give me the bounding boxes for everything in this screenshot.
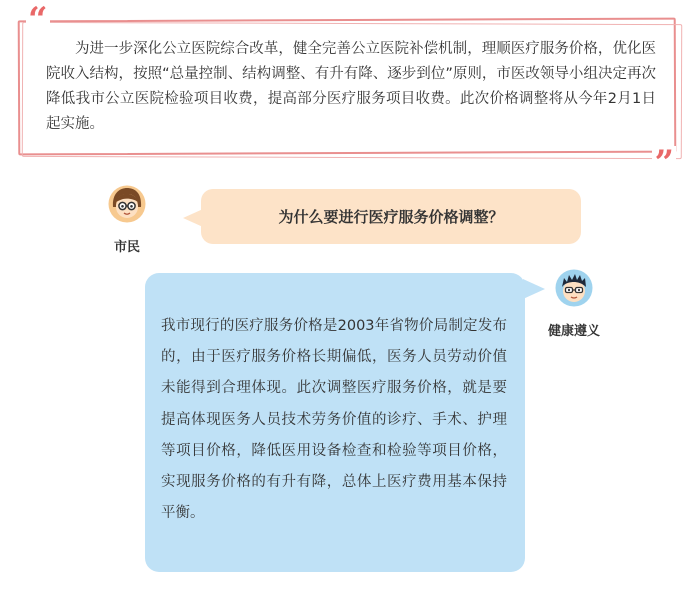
question-text: 为什么要进行医疗服务价格调整？ [278, 208, 504, 226]
question-bubble [201, 189, 581, 244]
citizen-avatar-icon [108, 185, 146, 223]
expert-name: 健康遵义 [548, 324, 601, 339]
open-quote-icon: “ [28, 0, 48, 40]
doctor-avatar-icon [555, 269, 593, 307]
answer-text: 我市现行的医疗服务价格是2003年省物价局制定发布的，由于医疗服务价格长期偏低，医务人员劳动价值未能得到合理体现。此次调整医疗服务价格，就是要提高体现医务人员技术劳务价值的诊疗、手术、护理等项目价格，降低医用设备检查和检验等项目价格，实现服务价格的有升有降，总体上医疗费用基本保持平衡。 [161, 318, 507, 522]
close-quote-icon: ” [654, 143, 674, 183]
intro-box [18, 0, 682, 183]
citizen-name: 市民 [114, 240, 141, 255]
answer-bubble [145, 273, 525, 572]
intro-paragraph: 为进一步深化公立医院综合改革，健全完善公立医院补偿机制，理顺医疗服务价格，优化医院收入结构，按照“总量控制、结构调整、有升有降、逐步到位”原则，市医改领导小组决定再次降低我市公立医院检验项目收费，提高部分医疗服务项目收费。此次价格调整将从今年2月1日起实施。 [46, 41, 656, 132]
